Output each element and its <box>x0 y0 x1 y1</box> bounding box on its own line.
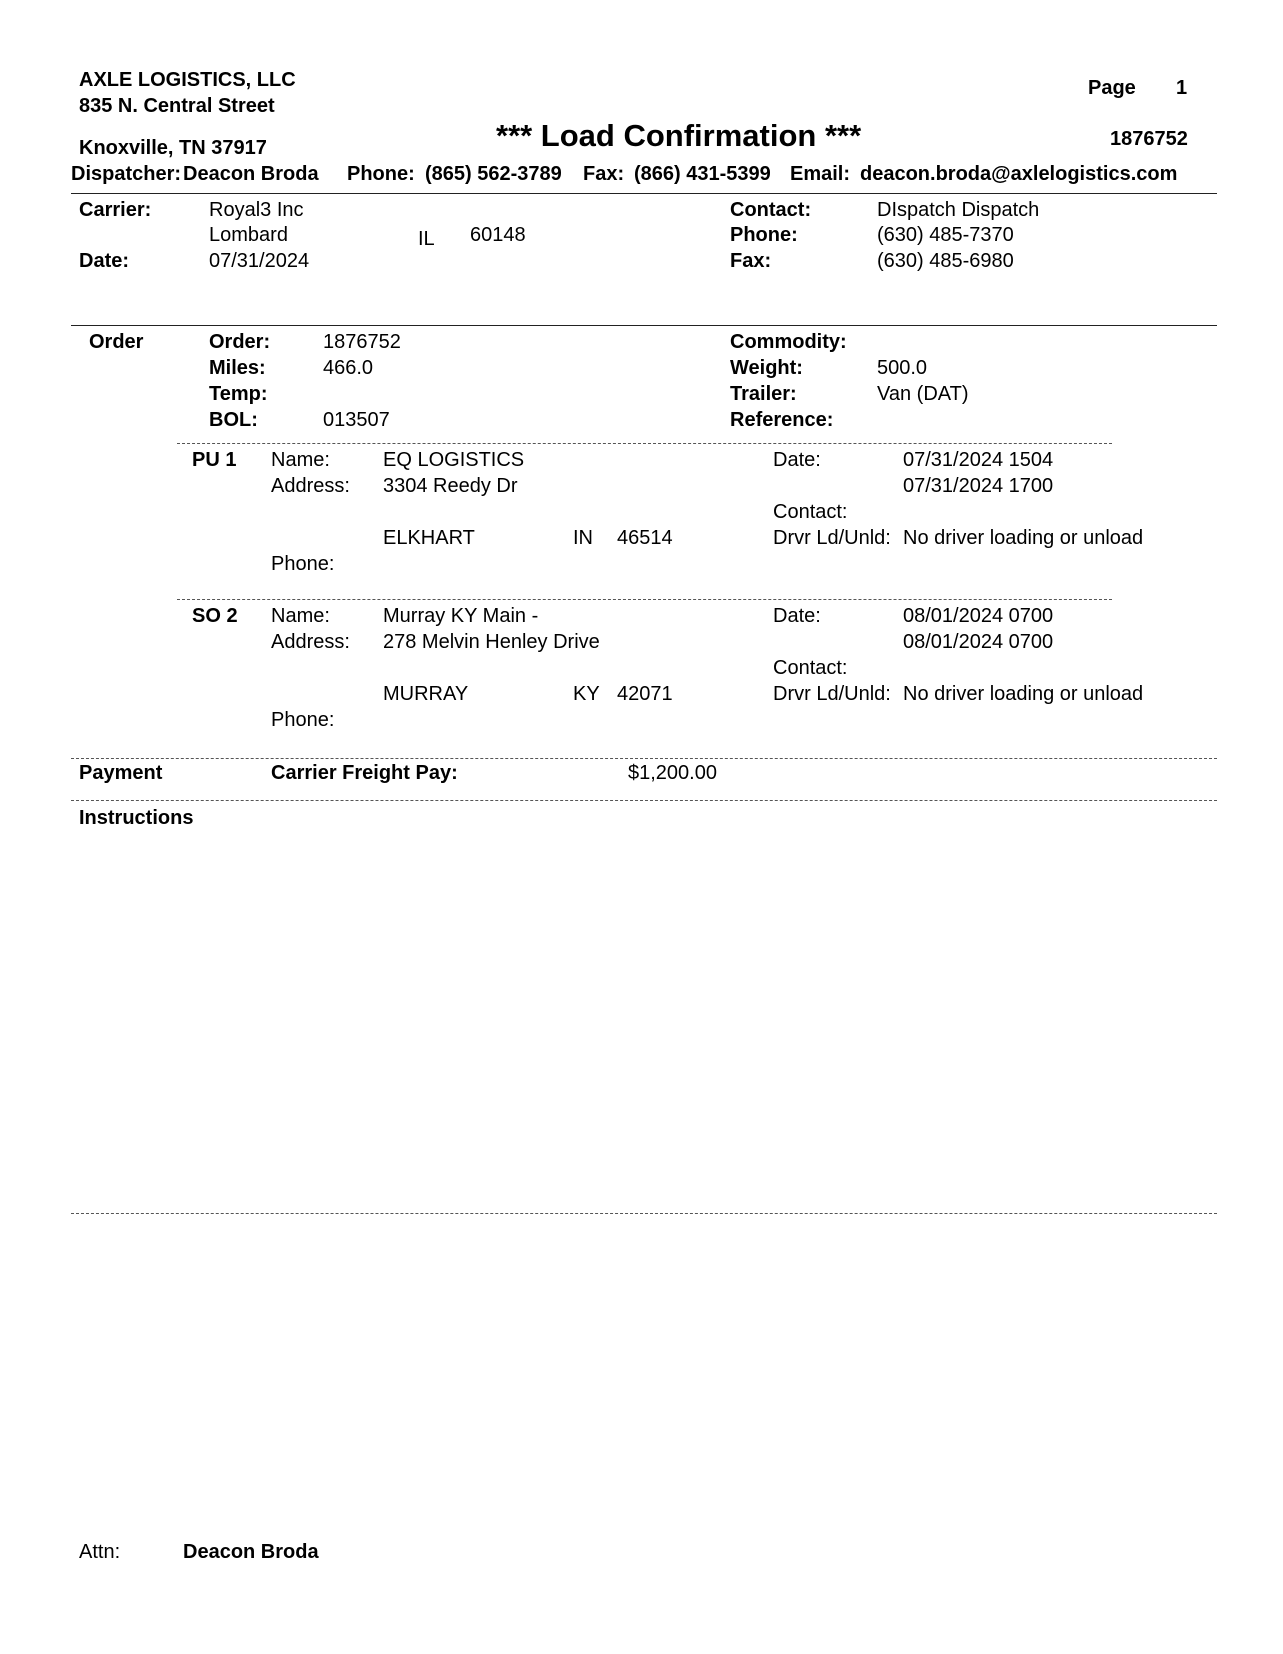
carrier-state: IL <box>418 228 435 250</box>
order-label: Order: <box>209 331 271 353</box>
commodity-label: Commodity: <box>730 331 847 353</box>
dispatcher-fax: (866) 431-5399 <box>634 163 771 185</box>
stop-name: EQ LOGISTICS <box>383 449 525 471</box>
carrier-date: 07/31/2024 <box>209 250 310 272</box>
stop-code: SO 2 <box>192 605 238 627</box>
freight-pay-amount: $1,200.00 <box>628 762 717 784</box>
page-label: Page <box>1088 77 1136 99</box>
instructions-label: Instructions <box>79 807 194 829</box>
freight-pay-label: Carrier Freight Pay: <box>271 762 458 784</box>
attn-label: Attn: <box>79 1541 121 1563</box>
carrier-fax-label: Fax: <box>730 250 772 272</box>
stop-date-to: 07/31/2024 1700 <box>903 475 1054 497</box>
company-name: AXLE LOGISTICS, LLC <box>79 69 296 91</box>
temp-label: Temp: <box>209 383 268 405</box>
company-street: 835 N. Central Street <box>79 95 275 117</box>
order-number: 1876752 <box>323 331 401 353</box>
stop-date-to: 08/01/2024 0700 <box>903 631 1054 653</box>
carrier-name: Royal3 Inc <box>209 199 304 221</box>
dispatcher-name: Deacon Broda <box>183 163 319 185</box>
instructions-divider <box>71 1213 1217 1214</box>
dispatcher-label: Dispatcher: <box>71 163 182 185</box>
weight-label: Weight: <box>730 357 803 379</box>
weight-value: 500.0 <box>877 357 928 379</box>
trailer-label: Trailer: <box>730 383 797 405</box>
stop-driver-label: Drvr Ld/Unld: <box>773 527 891 549</box>
stop-code: PU 1 <box>192 449 237 471</box>
stop-driver: No driver loading or unload <box>903 683 1144 705</box>
stop-city: MURRAY <box>383 683 469 705</box>
document-title: *** Load Confirmation *** <box>496 118 862 153</box>
stop-date-from: 07/31/2024 1504 <box>903 449 1054 471</box>
stop-date-from: 08/01/2024 0700 <box>903 605 1054 627</box>
stop-address: 3304 Reedy Dr <box>383 475 518 497</box>
trailer-value: Van (DAT) <box>877 383 969 405</box>
bol-value: 013507 <box>323 409 390 431</box>
bol-label: BOL: <box>209 409 258 431</box>
stop-state: KY <box>573 683 600 705</box>
dispatcher-phone-label: Phone: <box>347 163 415 185</box>
stop-divider <box>177 443 1112 444</box>
order-section-label: Order <box>89 331 144 353</box>
stop-date-label: Date: <box>773 449 821 471</box>
dispatcher-fax-label: Fax: <box>583 163 625 185</box>
stop-address-label: Address: <box>271 475 350 497</box>
attn-name: Deacon Broda <box>183 1541 319 1563</box>
stop-city: ELKHART <box>383 527 475 549</box>
stop-phone-label: Phone: <box>271 553 335 575</box>
dispatcher-phone: (865) 562-3789 <box>425 163 562 185</box>
stop-name: Murray KY Main - <box>383 605 539 627</box>
dispatcher-email-label: Email: <box>790 163 851 185</box>
stop-name-label: Name: <box>271 449 330 471</box>
stop-name-label: Name: <box>271 605 330 627</box>
miles-value: 466.0 <box>323 357 374 379</box>
reference-label: Reference: <box>730 409 834 431</box>
carrier-date-label: Date: <box>79 250 130 272</box>
dispatcher-email: deacon.broda@axlelogistics.com <box>860 163 1178 185</box>
stop-contact-label: Contact: <box>773 657 848 679</box>
stop-driver-label: Drvr Ld/Unld: <box>773 683 891 705</box>
stop-zip: 42071 <box>617 683 673 705</box>
carrier-zip: 60148 <box>470 224 526 246</box>
payment-divider-top <box>71 758 1217 759</box>
stop-state: IN <box>573 527 593 549</box>
stop-contact-label: Contact: <box>773 501 848 523</box>
stop-divider <box>177 599 1112 600</box>
payment-divider-bottom <box>71 800 1217 801</box>
stop-date-label: Date: <box>773 605 821 627</box>
stop-address: 278 Melvin Henley Drive <box>383 631 600 653</box>
stop-address-label: Address: <box>271 631 350 653</box>
payment-section-label: Payment <box>79 762 163 784</box>
carrier-contact: DIspatch Dispatch <box>877 199 1040 221</box>
page-number: 1 <box>1176 77 1188 99</box>
stop-zip: 46514 <box>617 527 673 549</box>
carrier-phone-label: Phone: <box>730 224 798 246</box>
header-divider <box>71 193 1217 194</box>
carrier-label: Carrier: <box>79 199 152 221</box>
stop-phone-label: Phone: <box>271 709 335 731</box>
stop-driver: No driver loading or unload <box>903 527 1144 549</box>
carrier-phone: (630) 485-7370 <box>877 224 1014 246</box>
carrier-contact-label: Contact: <box>730 199 812 221</box>
carrier-divider <box>71 325 1217 326</box>
carrier-fax: (630) 485-6980 <box>877 250 1014 272</box>
company-city: Knoxville, TN 37917 <box>79 137 267 159</box>
carrier-city: Lombard <box>209 224 288 246</box>
document-number: 1876752 <box>1110 128 1188 150</box>
miles-label: Miles: <box>209 357 266 379</box>
